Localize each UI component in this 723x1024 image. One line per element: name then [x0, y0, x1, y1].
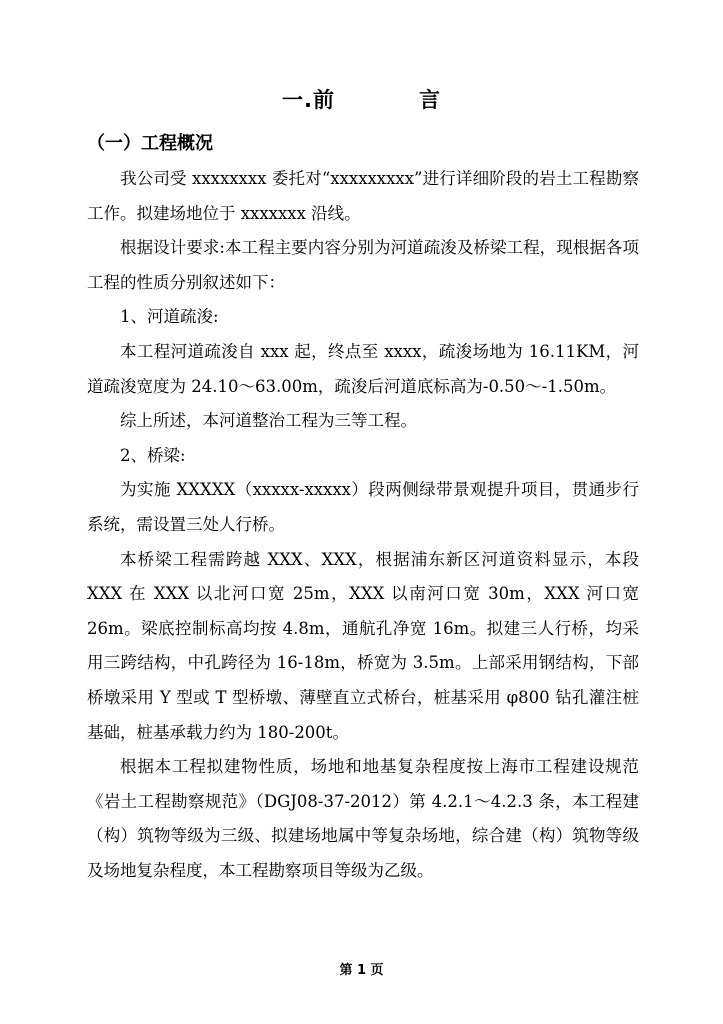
title-left: 一.前	[282, 88, 335, 112]
paragraph-classification: 根据本工程拟建物性质，场地和地基复杂程度按上海市工程建设规范《岩土工程勘察规范》（DGJ08-37-2012）第 4.2.1～4.2.3 条，本工程建（构）筑物等级为三级、拟建场地属中等复杂场地，综合建（构）筑物等级及场地复杂程度，本工程勘察项目等级为乙级。	[87, 757, 639, 880]
body-text	[87, 162, 639, 888]
paragraph-bridge-purpose: 为实施 XXXXX（xxxxx-xxxxx）段两侧绿带景观提升项目，贯通步行系统，需设置三处人行桥。	[87, 480, 639, 534]
paragraph-river-summary: 综上所述，本河道整治工程为三等工程。	[120, 411, 417, 431]
paragraph-bridge-details: 本桥梁工程需跨越 XXX、XXX，根据浦东新区河道资料显示，本段 XXX 在 XXX 以北河口宽 25m，XXX 以南河口宽 30m，XXX 河口宽 26m。梁底控制标高均按 4.8m，通航孔净宽 16m。拟建三人行桥，均采用三跨结构，中孔跨径为 16-18m，桥宽为 3.5m。上部采用钢结构，下部桥墩采用 Y 型或 T 型桥墩、薄壁直立式桥台，桩基采用 φ800 钻孔灌注桩基础，桩基承载力约为 180-200t。	[87, 549, 639, 742]
title-right: 言	[418, 88, 441, 112]
page-number: 第 1 页	[339, 963, 384, 978]
paragraph-design-requirements: 根据设计要求:本工程主要内容分别为河道疏浚及桥梁工程，现根据各项工程的性质分别叙述如下：	[87, 238, 639, 292]
page-title	[0, 86, 723, 114]
paragraph-bridge-heading: 2、桥梁:	[120, 445, 186, 465]
section-heading: （一）工程概况	[87, 133, 213, 154]
paragraph-river-dredging: 本工程河道疏浚自 xxx 起，终点至 xxxx，疏浚场地为 16.11KM，河道疏浚宽度为 24.10～63.00m，疏浚后河道底标高为-0.50～-1.50m。	[87, 341, 639, 396]
paragraph-river-heading: 1、河道疏浚:	[120, 307, 219, 327]
paragraph-intro: 我公司受 xxxxxxxx 委托对“xxxxxxxxx”进行详细阶段的岩土工程勘察工作。拟建场地位于 xxxxxxx 沿线。	[87, 169, 639, 223]
